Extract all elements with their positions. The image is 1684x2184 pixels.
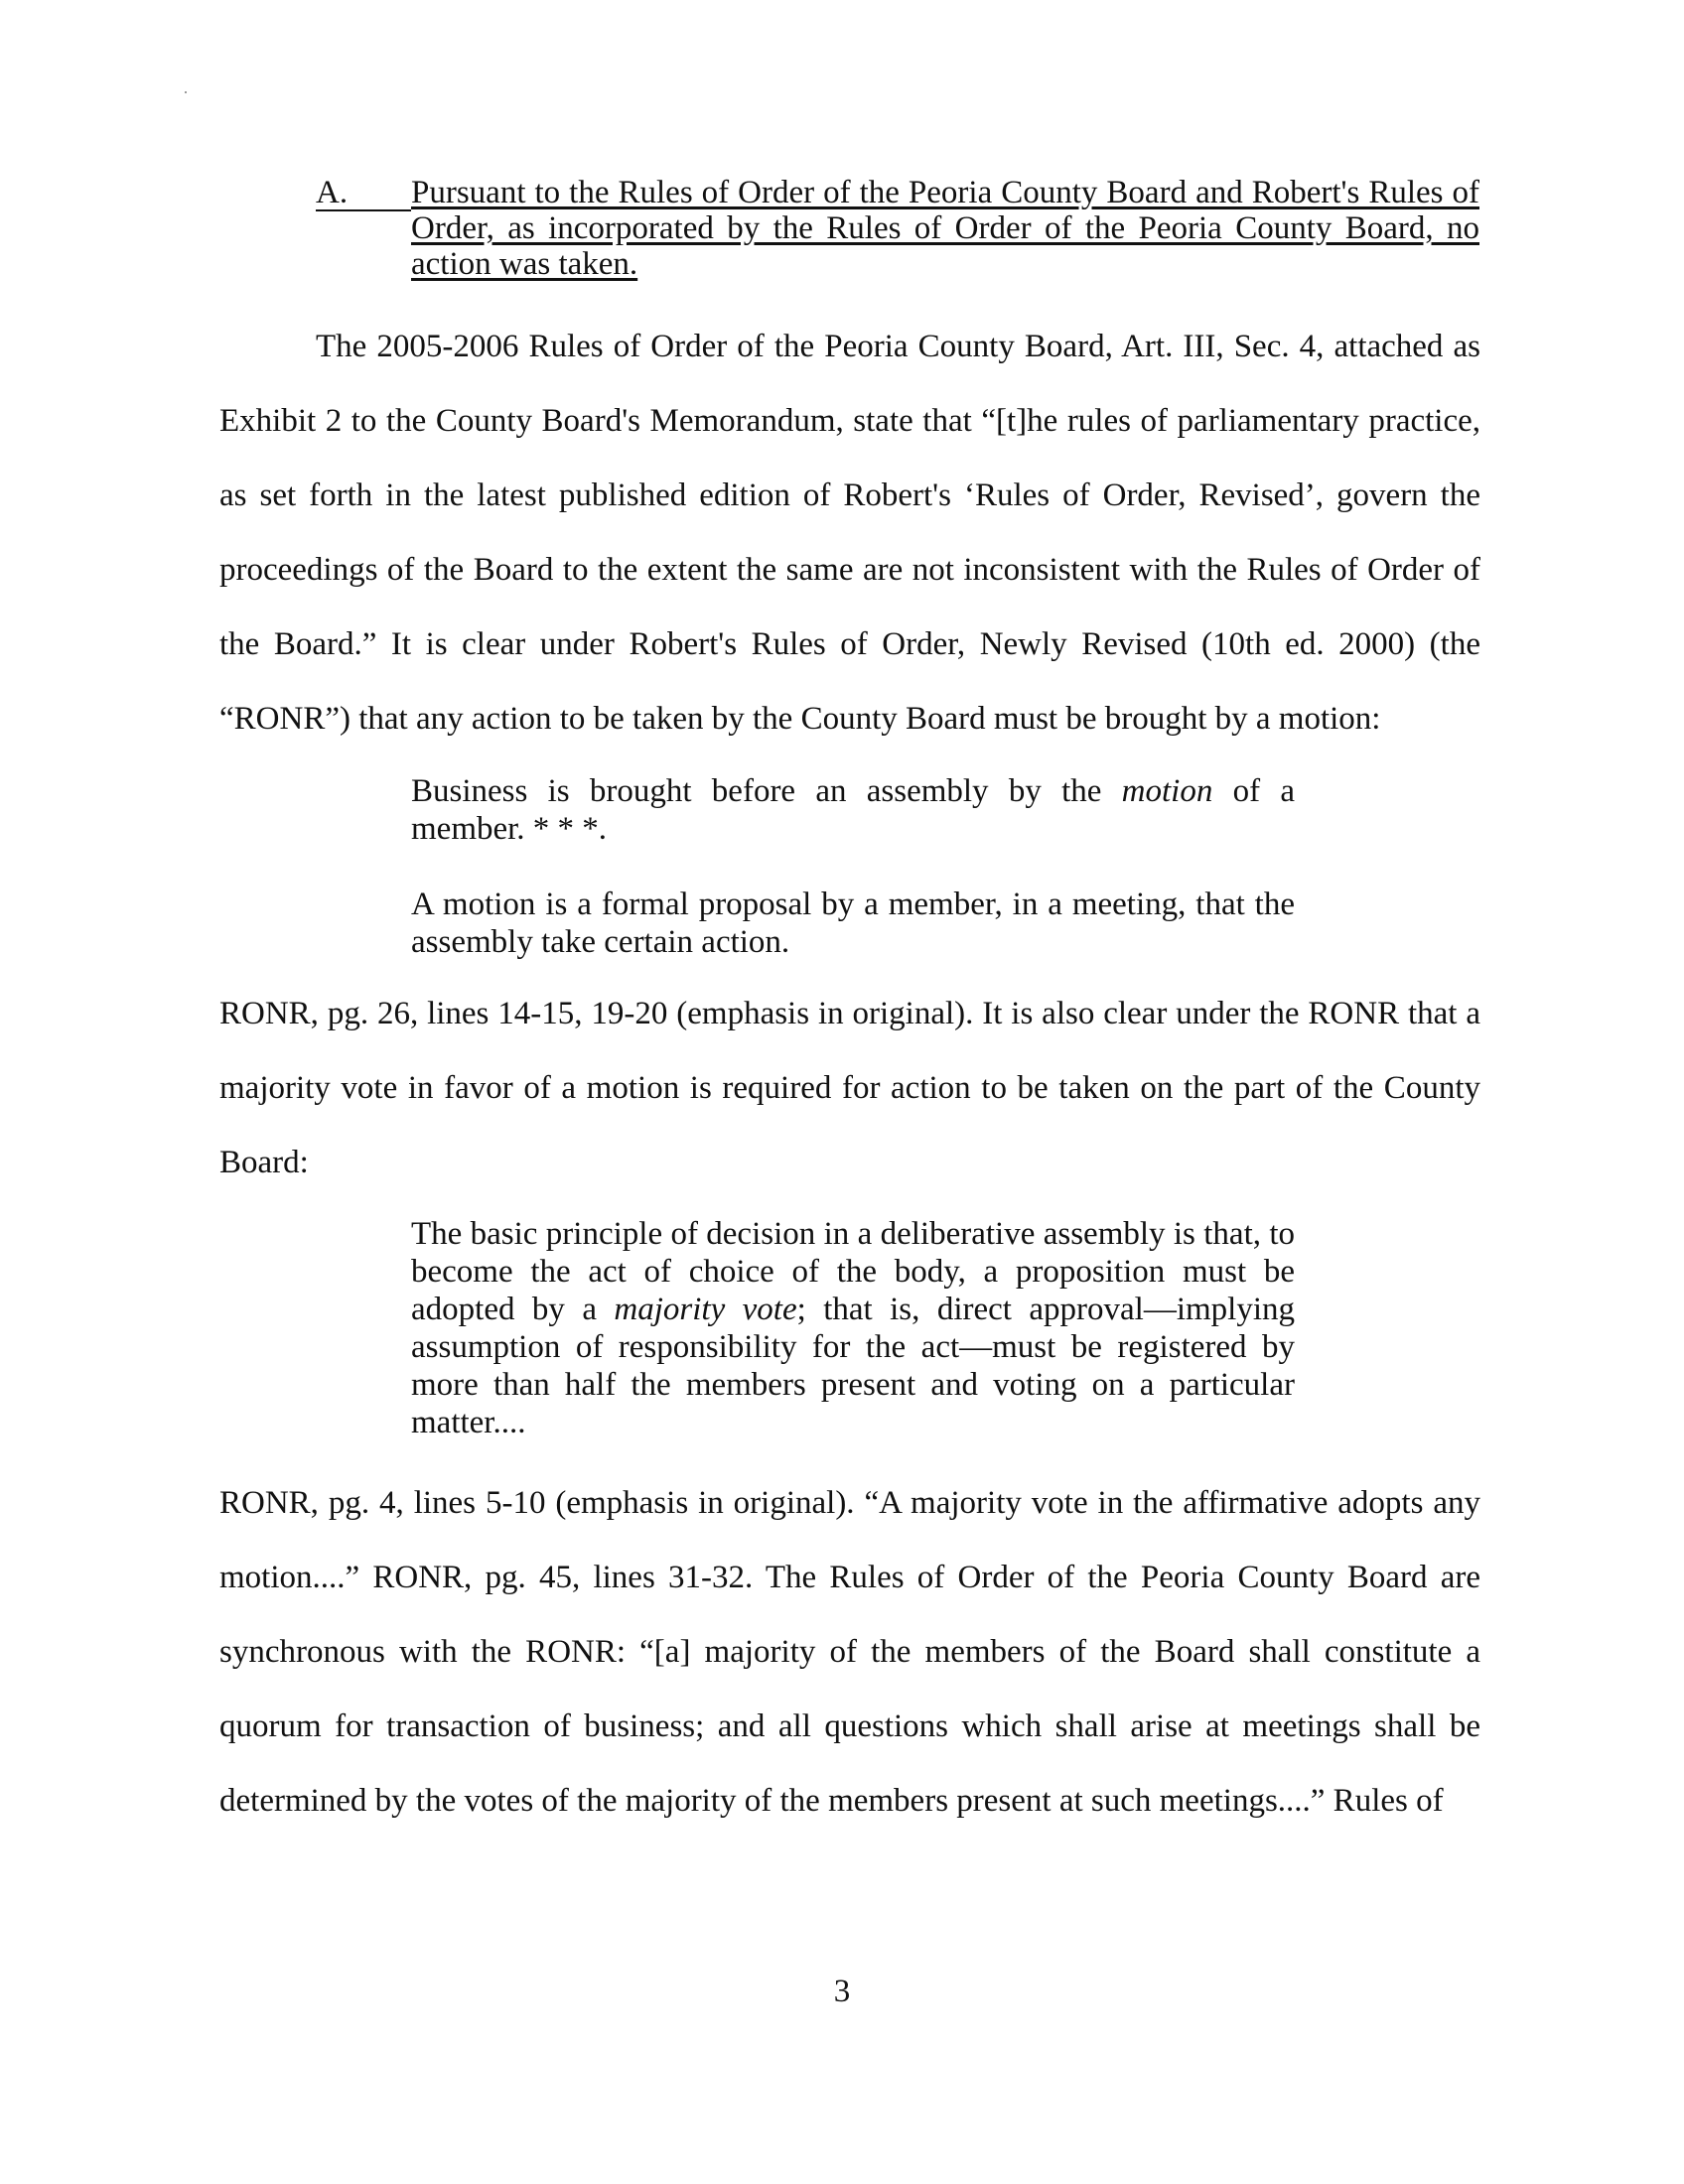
body-paragraph-2: RONR, pg. 26, lines 14-15, 19-20 (emphasis in original). It is also clear under the RONR that a majority vote in favor of a motion is required for action to be taken on the part of the County Board:: [219, 996, 1480, 1180]
body-paragraph-3: RONR, pg. 4, lines 5-10 (emphasis in original). “A majority vote in the affirmative adopts any motion....” RONR, pg. 45, lines 31-32. The Rules of Order of the Peoria County Board are synchronous with the RONR: “[a] majority of the members of the Board shall constitute a quorum for transaction of business; and all questions which shall arise at meetings shall be determined by the votes of the majority of the members present at such meetings....” Rules of: [219, 1485, 1480, 1819]
section-letter: A.: [316, 175, 349, 210]
block-quote-2: The basic principle of decision in a deliberative assembly is that, to become the act of choice of the body, a proposition must be adopted by a majority vote; that is, direct approval—implying assumption of responsibility for the act—must be registered by more than half the members present and voting on a particular matter....: [411, 1216, 1295, 1440]
heading-underline-rule: [316, 209, 411, 211]
block-quote-1: [411, 772, 1295, 961]
page-number: 3: [833, 1974, 851, 2009]
emphasis-majority-vote: majority vote: [614, 1292, 797, 1327]
emphasis-motion: motion: [1121, 773, 1213, 809]
section-heading-text: Pursuant to the Rules of Order of the Peoria County Board and Robert's Rules of Order, as incorporated by the Rules of Order of the Peoria County Board, no action was taken.: [411, 175, 1479, 282]
scan-speck: [185, 91, 187, 93]
block-quote-1-line-2: A motion is a formal proposal by a member, in a meeting, that the assembly take certain action.: [411, 887, 1295, 960]
body-paragraph-1: The 2005-2006 Rules of Order of the Peoria County Board, Art. III, Sec. 4, attached as Exhibit 2 to the County Board's Memorandum, state that “[t]he rules of parliamentary practice, as set forth in the latest published edition of Robert's ‘Rules of Order, Revised’, govern the proceedings of the Board to the extent the same are not inconsistent with the Rules of Order of the Board.” It is clear under Robert's Rules of Order, Newly Revised (10th ed. 2000) (the “RONR”) that any action to be taken by the County Board must be brought by a motion:: [219, 329, 1480, 737]
block-quote-1-line-1: Business is brought before an assembly by the motion of a member. * * *.: [411, 773, 1296, 847]
